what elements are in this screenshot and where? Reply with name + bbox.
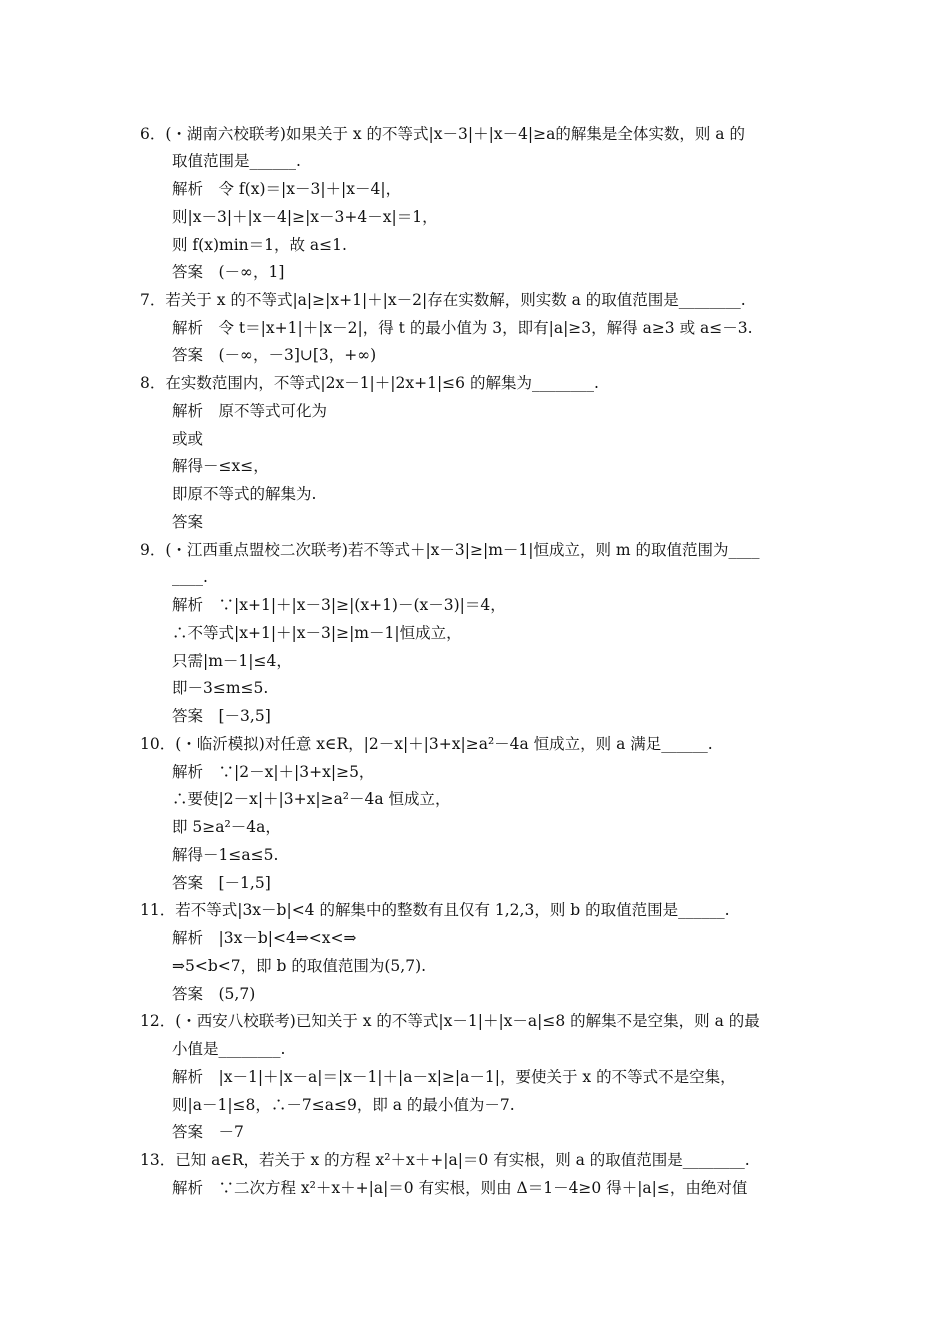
question-11-analysis: 解析 |3x－b|<4⇒<x<⇒ xyxy=(172,929,357,947)
question-6-answer: 答案 (－∞，1] xyxy=(172,263,285,281)
question-12-analysis: 解析 |x－1|＋|x－a|＝|x－1|＋|a－x|≥|a－1|，要使关于 x 的不等式不是空集， xyxy=(172,1068,736,1086)
question-9-step: 只需|m－1|≤4， xyxy=(172,652,292,670)
question-8-answer: 答案 xyxy=(172,513,204,531)
question-11-line-1: 11．若不等式|3x－b|<4 的解集中的整数有且仅有 1,2,3，则 b 的取值范围是______. xyxy=(140,901,730,919)
question-9-step: ∴不等式|x+1|＋|x－3|≥|m－1|恒成立， xyxy=(172,624,462,642)
question-9-analysis: 解析 ∵|x+1|＋|x－3|≥|(x+1)－(x－3)|＝4， xyxy=(172,596,506,614)
question-12-line-1: 12．(・西安八校联考)已知关于 x 的不等式|x－1|＋|x－a|≤8 的解集不是空集，则 a 的最 xyxy=(140,1012,760,1030)
question-7-answer: 答案 (－∞，－3]∪[3，+∞) xyxy=(172,346,377,364)
question-8-analysis: 解析 原不等式可化为 xyxy=(172,402,328,420)
question-12-step: 则|a－1|≤8，∴－7≤a≤9，即 a 的最小值为－7. xyxy=(172,1096,515,1114)
question-13-line-1: 13．已知 a∈R，若关于 x 的方程 x²＋x＋+|a|＝0 有实根，则 a 的取值范围是________. xyxy=(140,1151,750,1169)
question-6-analysis: 解析 令 f(x)＝|x－3|＋|x－4|， xyxy=(172,180,402,198)
question-13-analysis: 解析 ∵二次方程 x²＋x＋+|a|＝0 有实根，则由 Δ＝1－4≥0 得＋|a|≤，由绝对值 xyxy=(172,1179,748,1197)
question-6-line-1: 6．(・湖南六校联考)如果关于 x 的不等式|x－3|＋|x－4|≥a的解集是全体实数，则 a 的 xyxy=(140,125,745,143)
question-6-line-2: 取值范围是______. xyxy=(172,152,301,170)
question-8-step: 解得－≤x≤， xyxy=(172,457,269,475)
question-9-line-1: 9．(・江西重点盟校二次联考)若不等式＋|x－3|≥|m－1|恒成立，则 m 的取值范围为____ xyxy=(140,541,760,559)
question-10-step: 即 5≥a²－4a， xyxy=(172,818,281,836)
question-6-step: 则 f(x)min＝1，故 a≤1. xyxy=(172,236,347,254)
question-6-step: 则|x－3|＋|x－4|≥|x－3+4－x|＝1， xyxy=(172,208,438,226)
question-9-line-2: ____. xyxy=(172,568,208,586)
question-8-line-1: 8．在实数范围内，不等式|2x－1|＋|2x+1|≤6 的解集为________. xyxy=(140,374,599,392)
question-10-answer: 答案 [－1,5] xyxy=(172,874,271,892)
question-11-step: ⇒5<b<7，即 b 的取值范围为(5,7). xyxy=(172,957,427,975)
question-10-step: 解得－1≤a≤5. xyxy=(172,846,279,864)
question-12-line-2: 小值是________. xyxy=(172,1040,286,1058)
question-7-line-1: 7．若关于 x 的不等式|a|≥|x+1|＋|x－2|存在实数解，则实数 a 的取值范围是________. xyxy=(140,291,746,309)
question-10-line-1: 10．(・临沂模拟)对任意 x∈R，|2－x|＋|3+x|≥a²－4a 恒成立，则 a 满足______. xyxy=(140,735,713,753)
question-10-analysis: 解析 ∵|2－x|＋|3+x|≥5， xyxy=(172,763,375,781)
question-11-answer: 答案 (5,7) xyxy=(172,985,256,1003)
question-8-step: 或或 xyxy=(172,430,204,448)
question-12-answer: 答案 －7 xyxy=(172,1123,244,1141)
question-10-step: ∴要使|2－x|＋|3+x|≥a²－4a 恒成立， xyxy=(172,790,451,808)
question-7-analysis: 解析 令 t＝|x+1|＋|x－2|，得 t 的最小值为 3，即有|a|≥3，解得 a≥3 或 a≤－3. xyxy=(172,319,753,337)
question-8-step: 即原不等式的解集为. xyxy=(172,485,317,503)
question-9-answer: 答案 [－3,5] xyxy=(172,707,271,725)
question-9-step: 即－3≤m≤5. xyxy=(172,679,269,697)
